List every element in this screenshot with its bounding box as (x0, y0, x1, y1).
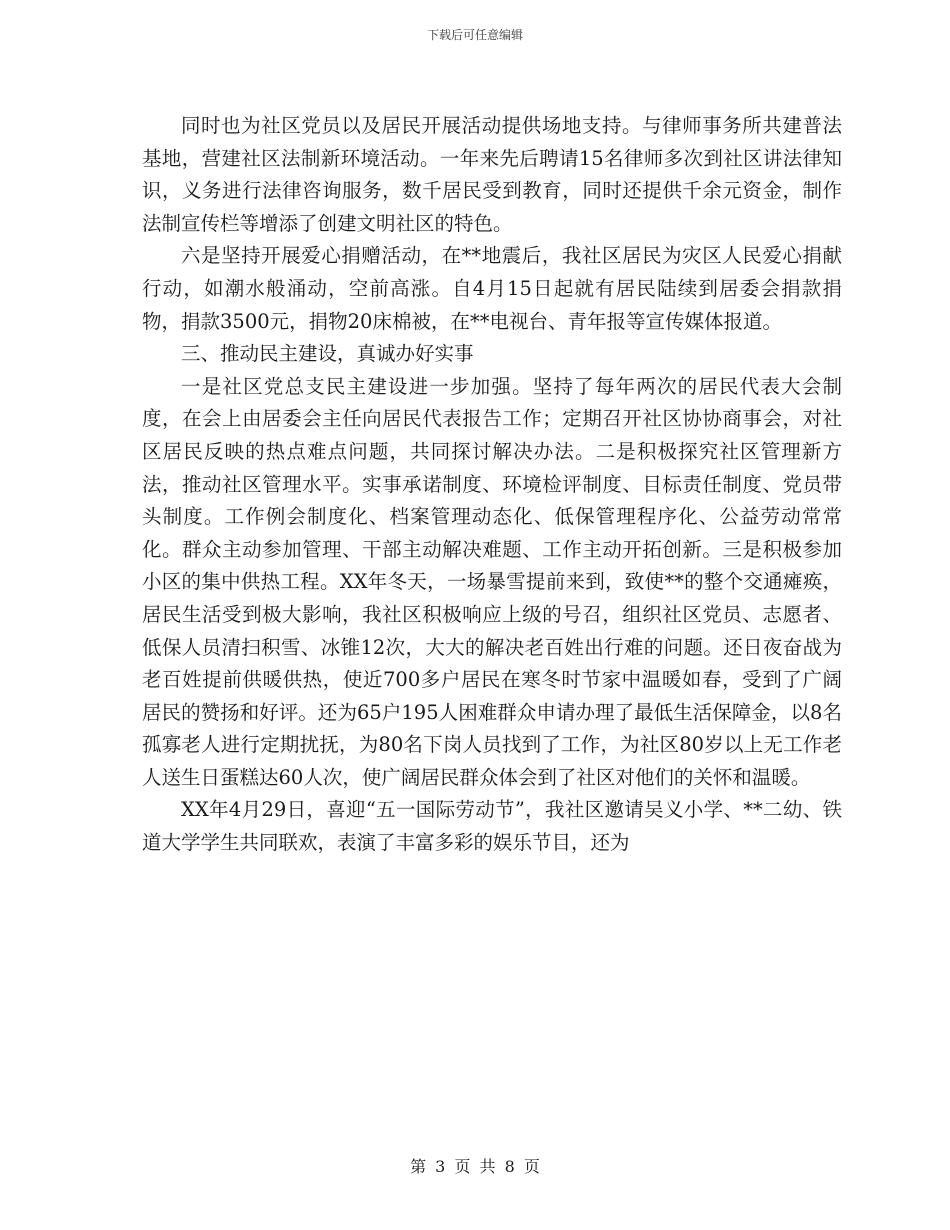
paragraph: 同时也为社区党员以及居民开展活动提供场地支持。与律师事务所共建普法基地，营建社区法制新环境活动。一年来先后聘请15名律师多次到社区讲法律知识，义务进行法律咨询服务，数千居民受到教育，同时还提供千余元资金，制作法制宣传栏等增添了创建文明社区的特色。 (142, 114, 842, 235)
paragraph: XX年4月29日，喜迎“五一国际劳动节”，我社区邀请吴义小学、**二幼、铁道大学学生共同联欢，表演了丰富多彩的娱乐节目，还为 (142, 798, 842, 855)
paragraph: 六是坚持开展爱心捐赠活动，在**地震后，我社区居民为灾区人民爱心捐献行动，如潮水般涌动，空前高涨。自4月15日起就有居民陆续到居委会捐款捐物，捐款3500元，捐物20床棉被，在**电视台、青年报等宣传媒体报道。 (142, 244, 842, 333)
document-body (142, 110, 842, 860)
page-number: 第 3 页 共 8 页 (410, 1157, 540, 1176)
paragraph: 一是社区党总支民主建设进一步加强。坚持了每年两次的居民代表大会制度，在会上由居委会主任向居民代表报告工作；定期召开社区协协商事会，对社区居民反映的热点难点问题，共同探讨解决办法。二是积极探究社区管理新方法，推动社区管理水平。实事承诺制度、环境检评制度、目标责任制度、党员带头制度。工作例会制度化、档案管理动态化、低保管理程序化、公益劳动常常化。群众主动参加管理、干部主动解决难题、工作主动开拓创新。三是积极参加小区的集中供热工程。XX年冬天，一场暴雪提前来到，致使**的整个交通瘫痪，居民生活受到极大影响，我社区积极响应上级的号召，组织社区党员、志愿者、低保人员清扫积雪、冰锥12次，大大的解决老百姓出行难的问题。还日夜奋战为老百姓提前供暖供热，使近700多户居民在寒冬时节家中温暖如春，受到了广阔居民的赞扬和好评。还为65户195人困难群众申请办理了最低生活保障金，以8名孤寡老人进行定期扰抚，为80名下岗人员找到了工作，为社区80岁以上无工作老人送生日蛋糕达60人次，使广阔居民群众体会到了社区对他们的关怀和温暖。 (142, 374, 842, 789)
section-heading: 三、推动民主建设，真诚办好实事 (181, 342, 474, 366)
page-header: 下载后可任意编辑 (426, 28, 523, 42)
